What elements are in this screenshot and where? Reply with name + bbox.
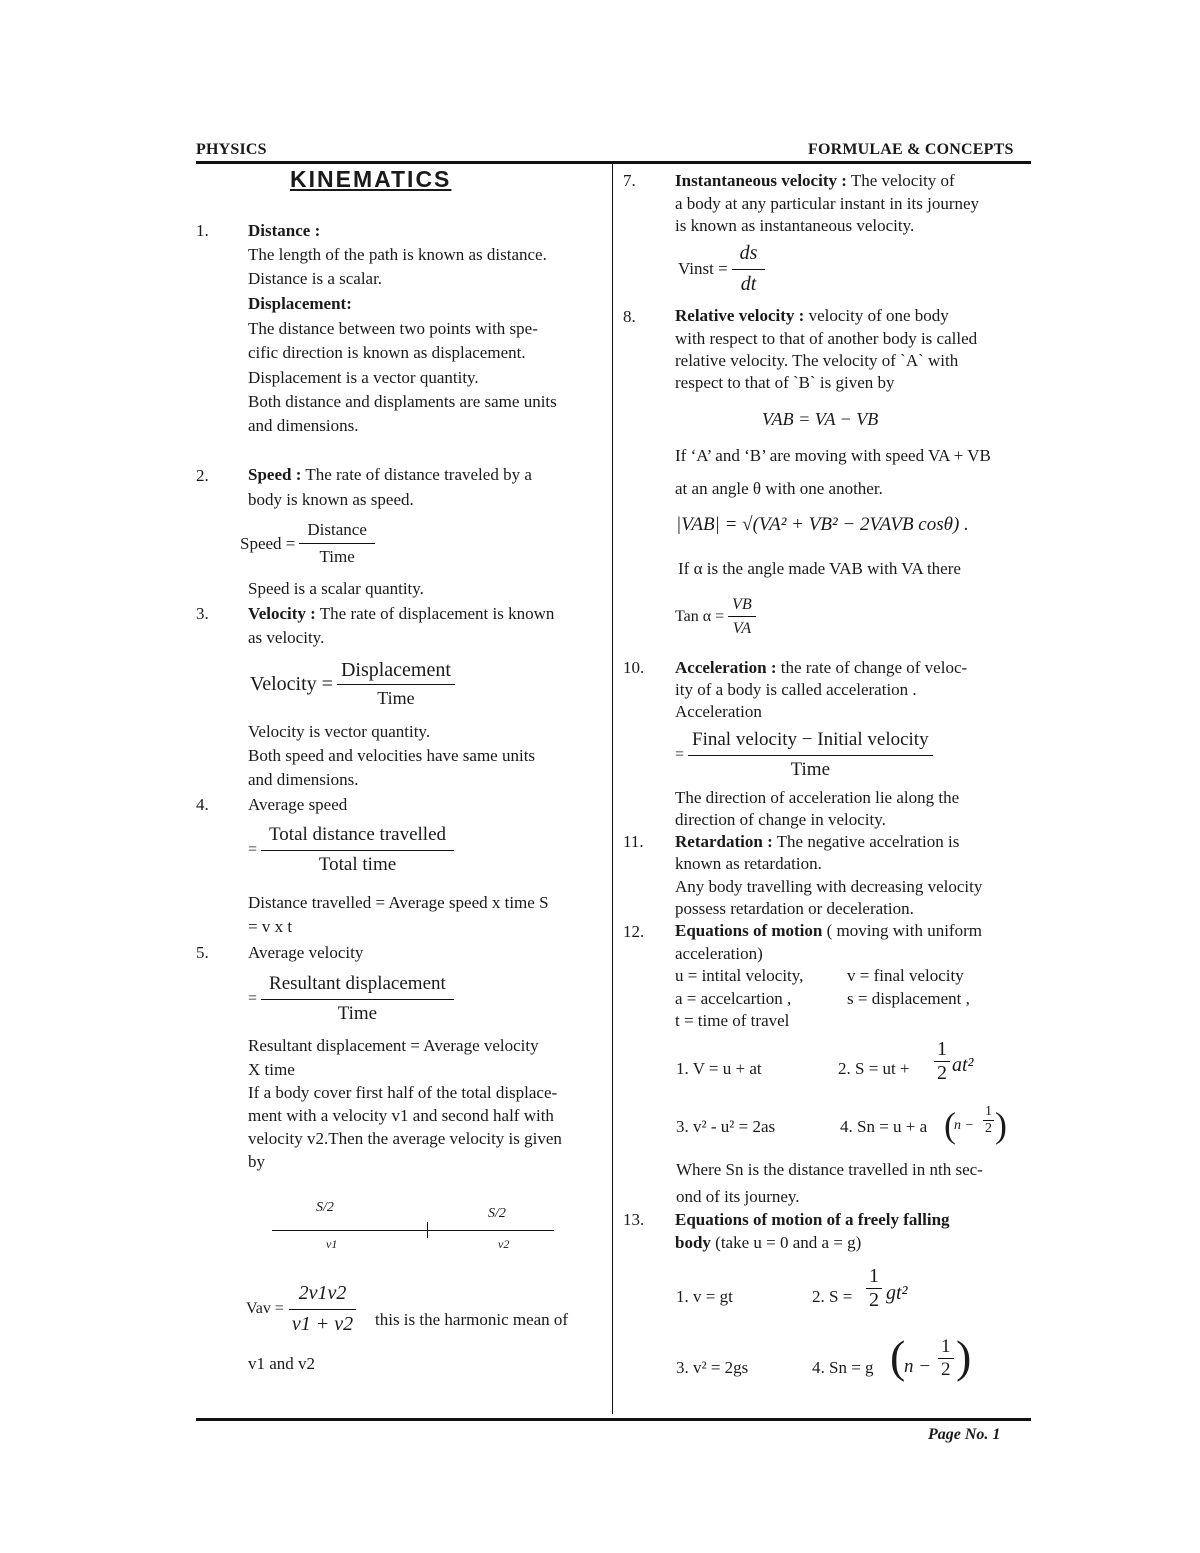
text-line: a body at any particular instant in its journey xyxy=(675,194,980,213)
heading-average-speed: Average speed xyxy=(248,795,348,814)
velocity-label-1: v1 xyxy=(326,1237,338,1251)
variable-definition: a = accelcartion , xyxy=(675,989,792,1008)
average-speed-formula xyxy=(248,824,454,876)
formula-lhs: Vav = xyxy=(246,1300,284,1317)
fraction-one-half xyxy=(866,1265,882,1312)
equals-sign: = xyxy=(675,746,685,763)
heading-free-fall: Equations of motion of a freely falling xyxy=(675,1210,950,1229)
numerator: 1 xyxy=(985,1104,992,1119)
text-line: this is the harmonic mean of xyxy=(375,1310,569,1329)
section-number: 7. xyxy=(623,171,636,190)
velocity-label-2: v2 xyxy=(498,1237,510,1251)
text-line: The direction of acceleration lie along the xyxy=(675,788,960,807)
fraction-one-half xyxy=(934,1038,950,1085)
segment-label-1: S/2 xyxy=(316,1200,334,1215)
text-line: Where Sn is the distance travelled in nth sec- xyxy=(676,1160,983,1179)
text-line: ity of a body is called acceleration . xyxy=(675,680,917,699)
equation-2-term: at² xyxy=(952,1054,974,1076)
header-book: FORMULAE & CONCEPTS xyxy=(808,141,1014,158)
text-line: is known as instantaneous velocity. xyxy=(675,216,915,235)
text-line: as velocity. xyxy=(248,628,325,647)
section-number: 2. xyxy=(196,466,209,485)
denominator: 2 xyxy=(937,1062,947,1084)
text-line: If ‘A’ and ‘B’ are moving with speed VA + VB xyxy=(675,446,991,465)
text-line: Both distance and displaments are same units xyxy=(248,392,557,411)
section-number: 12. xyxy=(623,922,645,941)
heading-equations-of-motion: Equations of motion xyxy=(675,921,823,940)
section-number: 13. xyxy=(623,1210,645,1229)
denominator: dt xyxy=(740,273,757,295)
equation-4: 4. Sn = g xyxy=(812,1358,874,1377)
relative-velocity-magnitude: |VAB| = √(VA² + VB² − 2VAVB cosθ) . xyxy=(676,514,969,535)
numerator: 1 xyxy=(866,1265,882,1289)
text-line: and dimensions. xyxy=(248,770,359,789)
text-line: known as retardation. xyxy=(675,854,822,873)
text-line: The length of the path is known as distance. xyxy=(248,245,547,264)
page-title: KINEMATICS xyxy=(290,166,452,192)
denominator: VA xyxy=(732,620,752,637)
text-line: = v x t xyxy=(248,917,293,936)
numerator: Resultant displacement xyxy=(261,973,454,1000)
formula-lhs: Vinst = xyxy=(678,259,728,278)
equation-4: 4. Sn = u + a xyxy=(840,1117,928,1136)
heading-retardation: Retardation : xyxy=(675,832,773,851)
header-subject: PHYSICS xyxy=(196,141,267,158)
heading-acceleration: Acceleration : xyxy=(675,658,777,677)
text-line: Both speed and velocities have same units xyxy=(248,746,536,765)
equation-4-term: n − xyxy=(954,1118,974,1133)
section-number: 10. xyxy=(623,658,645,677)
text-line: and dimensions. xyxy=(248,416,359,435)
text-line: v1 and v2 xyxy=(248,1354,316,1373)
text-line: direction of change in velocity. xyxy=(675,810,886,829)
velocity-formula xyxy=(250,659,455,709)
numerator: Final velocity − Initial velocity xyxy=(688,729,933,756)
section-number: 5. xyxy=(196,943,209,962)
formula-lhs: Velocity = xyxy=(250,672,333,695)
heading-average-velocity: Average velocity xyxy=(248,943,364,962)
heading-free-fall-body: body xyxy=(675,1233,711,1252)
column-divider xyxy=(612,164,613,1414)
equals-sign: = xyxy=(248,990,258,1007)
heading-instantaneous-velocity: Instantaneous velocity : xyxy=(675,171,847,190)
open-paren: ( xyxy=(944,1105,956,1145)
denominator: 2 xyxy=(985,1121,992,1136)
numerator: ds xyxy=(732,242,766,270)
section-number: 1. xyxy=(196,221,209,240)
equation-1: 1. v = gt xyxy=(676,1287,733,1306)
numerator: VB xyxy=(728,596,756,617)
tan-alpha-formula xyxy=(675,596,756,638)
numerator: 1 xyxy=(934,1038,950,1062)
variable-definition: v = final velocity xyxy=(847,966,964,985)
text-line: by xyxy=(248,1152,265,1171)
equation-2: 2. S = xyxy=(812,1287,853,1306)
heading-velocity: Velocity : xyxy=(248,604,316,623)
text-line: Resultant displacement = Average velocity xyxy=(248,1036,539,1055)
text-line: Speed is a scalar quantity. xyxy=(248,579,424,598)
denominator: Time xyxy=(377,688,415,708)
page-number: Page No. 1 xyxy=(928,1426,1001,1443)
text-line: Velocity is vector quantity. xyxy=(248,722,431,741)
text-line: velocity of one body xyxy=(804,306,949,325)
close-paren: ) xyxy=(956,1331,972,1382)
relative-velocity-equation: VAB = VA − VB xyxy=(762,409,879,429)
section-number: 8. xyxy=(623,307,636,326)
text-line: velocity v2.Then the average velocity is given xyxy=(248,1129,562,1148)
text-line: The velocity of xyxy=(846,171,955,190)
text-line: (take u = 0 and a = g) xyxy=(710,1233,862,1252)
numerator: 1 xyxy=(938,1336,954,1359)
text-line: at an angle θ with one another. xyxy=(675,479,883,498)
section-number: 11. xyxy=(623,832,644,851)
fraction-one-half xyxy=(938,1336,954,1381)
equation-3: 3. v² = 2gs xyxy=(676,1358,749,1377)
text-line: Acceleration xyxy=(675,702,762,721)
text-line: relative velocity. The velocity of `A` with xyxy=(675,351,959,370)
equals-sign: = xyxy=(248,841,258,858)
denominator: 2 xyxy=(941,1359,951,1380)
text-line: cific direction is known as displacement. xyxy=(248,343,526,362)
variable-definition: t = time of travel xyxy=(675,1011,790,1030)
denominator: Time xyxy=(319,547,355,566)
heading-displacement: Displacement: xyxy=(248,294,352,313)
numerator: Total distance travelled xyxy=(261,824,454,851)
text-line: If a body cover first half of the total displace- xyxy=(248,1083,558,1102)
text-line: the rate of change of veloc- xyxy=(776,658,968,677)
equation-3: 3. v² - u² = 2as xyxy=(676,1117,776,1136)
text-line: If α is the angle made VAB with VA there xyxy=(678,559,961,578)
text-line: Distance travelled = Average speed x time S xyxy=(248,893,549,912)
close-paren: ) xyxy=(995,1105,1007,1145)
variable-definition: u = intital velocity, xyxy=(675,966,804,985)
segment-line xyxy=(272,1230,554,1231)
text-line: ( moving with uniform xyxy=(822,921,982,940)
speed-formula xyxy=(240,520,375,567)
formula-lhs: Tan α = xyxy=(675,608,725,625)
text-line: with respect to that of another body is called xyxy=(675,329,978,348)
text-line: ment with a velocity v1 and second half with xyxy=(248,1106,554,1125)
denominator: v1 + v2 xyxy=(291,1313,354,1335)
section-number: 4. xyxy=(196,795,209,814)
acceleration-formula xyxy=(675,729,933,781)
denominator: 2 xyxy=(869,1289,879,1311)
text-line: respect to that of `B` is given by xyxy=(675,373,895,392)
equation-2: 2. S = ut + xyxy=(838,1059,910,1078)
text-line: ond of its journey. xyxy=(676,1187,800,1206)
numerator: 2v1v2 xyxy=(289,1282,357,1310)
formula-lhs: Speed = xyxy=(240,533,296,553)
average-velocity-formula xyxy=(248,973,454,1025)
heading-speed: Speed : xyxy=(248,465,302,484)
denominator: Time xyxy=(790,759,831,780)
denominator: Time xyxy=(337,1003,378,1024)
equation-2-term: gt² xyxy=(886,1282,908,1304)
segment-label-2: S/2 xyxy=(488,1206,506,1221)
equation-1: 1. V = u + at xyxy=(676,1059,762,1078)
denominator: Total time xyxy=(318,854,397,875)
instantaneous-velocity-formula xyxy=(678,242,765,296)
segment-midpoint xyxy=(427,1222,428,1238)
text-line: The distance between two points with spe- xyxy=(248,319,538,338)
numerator: Displacement xyxy=(337,659,455,685)
text-line: The negative accelration is xyxy=(772,832,960,851)
heading-distance: Distance : xyxy=(248,221,321,240)
heading-relative-velocity: Relative velocity : xyxy=(675,306,805,325)
harmonic-mean-formula xyxy=(246,1282,357,1336)
text-line: X time xyxy=(248,1060,295,1079)
variable-definition: s = displacement , xyxy=(847,989,970,1008)
text-line: possess retardation or deceleration. xyxy=(675,899,914,918)
text-line: Any body travelling with decreasing velocity xyxy=(675,877,983,896)
header-rule xyxy=(196,161,1031,164)
text-line: acceleration) xyxy=(675,944,763,963)
fraction-one-half xyxy=(983,1104,994,1137)
footer-rule xyxy=(196,1418,1031,1421)
equation-4-term: n − xyxy=(904,1356,932,1377)
numerator: Distance xyxy=(299,520,374,544)
text-line: body is known as speed. xyxy=(248,490,414,509)
section-number: 3. xyxy=(196,604,209,623)
open-paren: ( xyxy=(890,1331,906,1382)
text-line: Distance is a scalar. xyxy=(248,269,383,288)
text-line: The rate of displacement is known xyxy=(315,604,555,623)
text-line: The rate of distance traveled by a xyxy=(301,465,532,484)
text-line: Displacement is a vector quantity. xyxy=(248,368,479,387)
